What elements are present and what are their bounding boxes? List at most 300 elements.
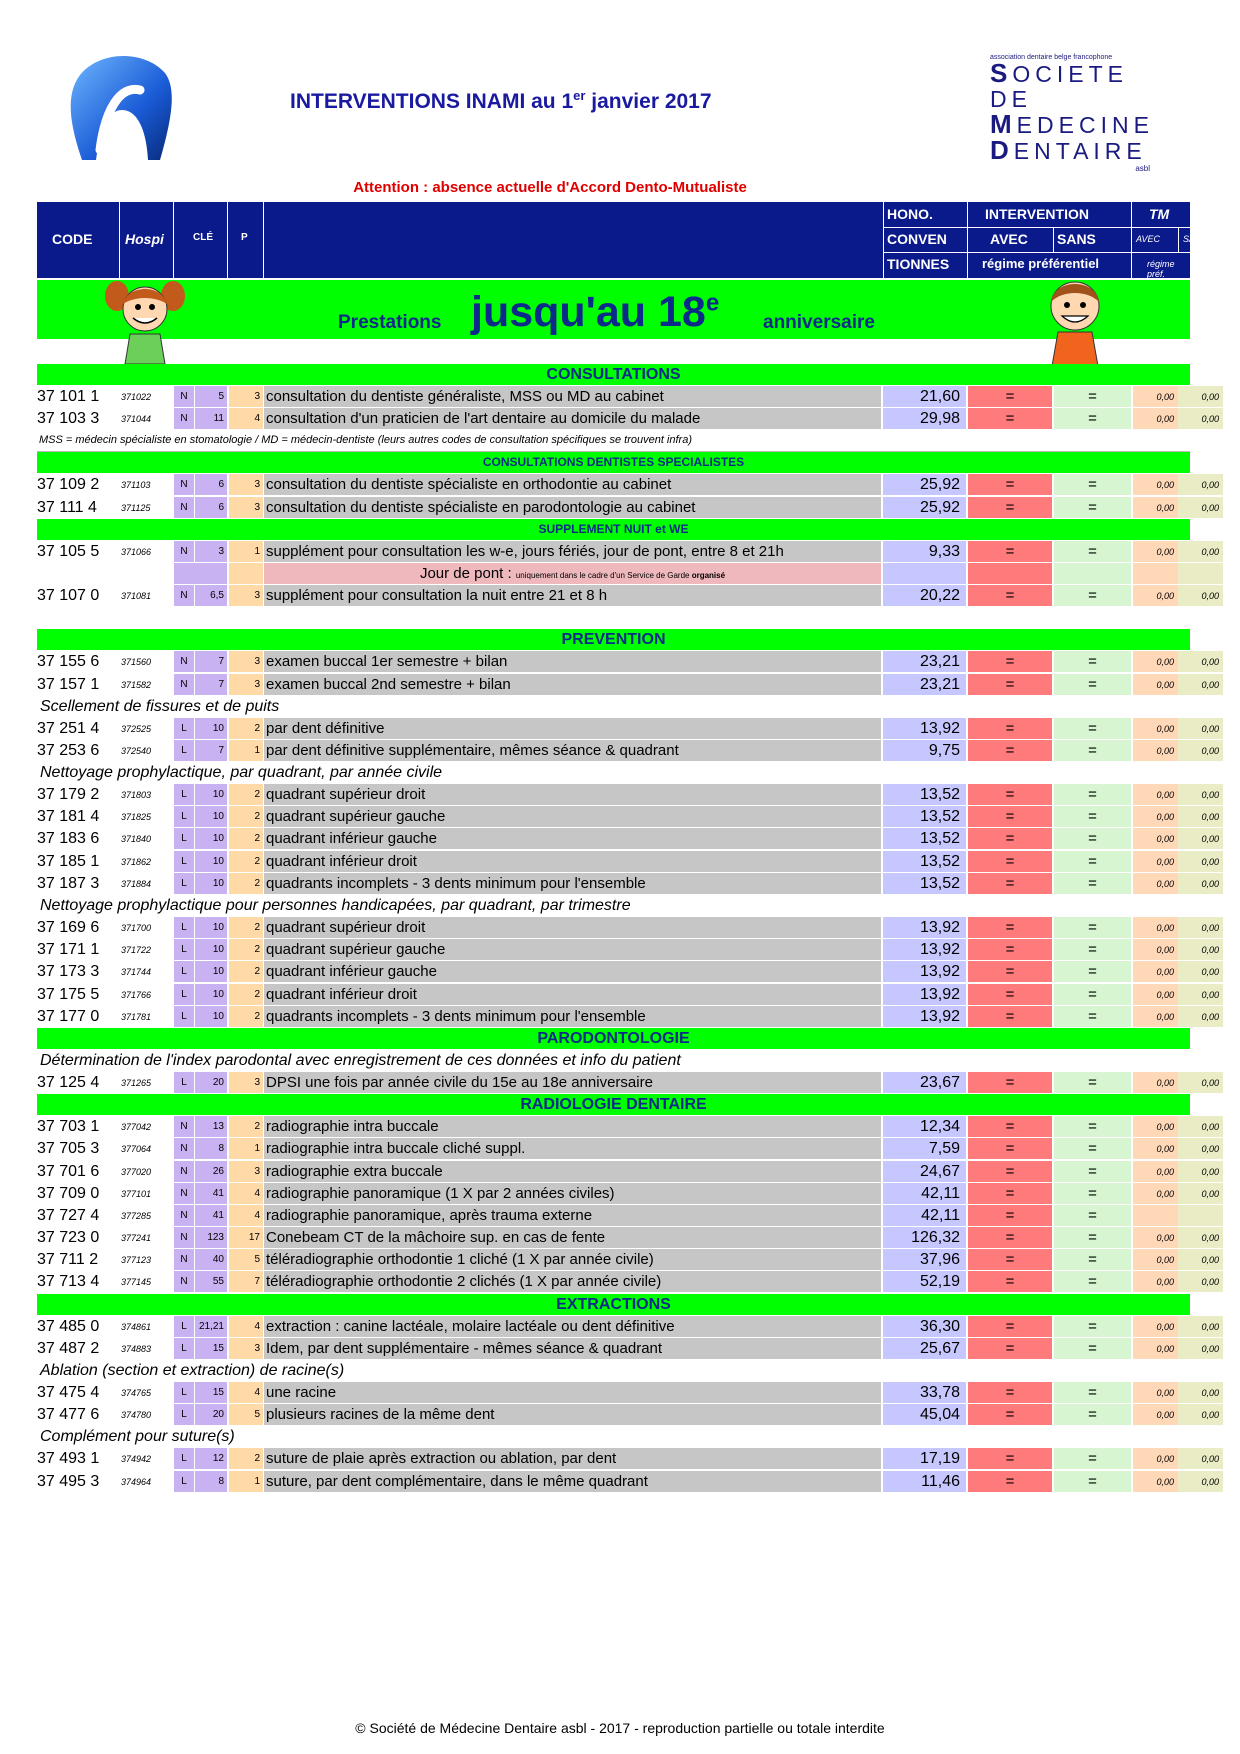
description-cell: téléradiographie orthodontie 2 clichés (1 X par année civile): [264, 1271, 881, 1292]
description-cell: Idem, par dent supplémentaire - mêmes séance & quadrant: [264, 1338, 881, 1359]
key-value-cell: 123: [195, 1227, 227, 1248]
avec-cell: =: [968, 939, 1052, 960]
code-cell: 37 713 4: [37, 1273, 100, 1291]
tm-sans-cell: 0,00: [1178, 1382, 1223, 1403]
description-cell: quadrants incomplets - 3 dents minimum pour l'ensemble: [264, 1006, 881, 1027]
tm-sans-cell: 0,00: [1178, 497, 1223, 518]
honoraire-cell: 13,52: [883, 784, 966, 805]
nomenclature-cell: 371744: [121, 967, 152, 978]
col-cle: CLÉ: [193, 232, 213, 243]
empty-cell: [883, 563, 966, 584]
empty-cell: [1133, 563, 1178, 584]
key-letter-cell: L: [174, 984, 194, 1005]
honoraire-cell: 23,67: [883, 1072, 966, 1093]
p-cell: 1: [229, 1471, 263, 1492]
section-header: RADIOLOGIE DENTAIRE: [37, 1094, 1190, 1115]
nomenclature-cell: 371066: [121, 546, 152, 557]
sans-cell: =: [1054, 1227, 1131, 1248]
honoraire-cell: 13,92: [883, 961, 966, 982]
honoraire-cell: 9,75: [883, 740, 966, 761]
tm-sans-cell: 0,00: [1178, 1161, 1223, 1182]
avec-cell: =: [968, 585, 1052, 606]
code-cell: 37 179 2: [37, 786, 100, 804]
p-cell: 4: [229, 1316, 263, 1337]
nomenclature-cell: 377020: [121, 1166, 152, 1177]
code-cell: 37 157 1: [37, 675, 100, 693]
table-row: [37, 873, 1219, 895]
code-cell: 37 493 1: [37, 1450, 100, 1468]
sans-cell: =: [1054, 917, 1131, 938]
code-cell: 37 173 3: [37, 963, 100, 981]
nomenclature-cell: 371265: [121, 1077, 152, 1088]
tm-sans-cell: 0,00: [1178, 1183, 1223, 1204]
code-cell: 37 175 5: [37, 985, 100, 1003]
tm-sans-cell: 0,00: [1178, 873, 1223, 894]
sans-cell: =: [1054, 784, 1131, 805]
sans-cell: =: [1054, 497, 1131, 518]
tm-sans-cell: 0,00: [1178, 718, 1223, 739]
code-cell: 37 171 1: [37, 941, 100, 959]
key-letter-cell: L: [174, 784, 194, 805]
tm-avec-cell: 0,00: [1133, 1404, 1178, 1425]
avec-cell: =: [968, 541, 1052, 562]
tm-avec-cell: 0,00: [1133, 585, 1178, 606]
honoraire-cell: 13,92: [883, 917, 966, 938]
sans-cell: =: [1054, 1161, 1131, 1182]
tm-avec-cell: 0,00: [1133, 408, 1178, 429]
col-avec: AVEC: [990, 231, 1028, 247]
code-cell: 37 103 3: [37, 410, 100, 428]
honoraire-cell: 42,11: [883, 1183, 966, 1204]
table-row: [37, 939, 1219, 961]
nomenclature-cell: 374964: [121, 1476, 152, 1487]
table-row: [37, 674, 1219, 696]
col-intervention: INTERVENTION: [985, 206, 1089, 222]
pont-label: Jour de pont :: [419, 564, 516, 582]
tm-avec-cell: 0,00: [1133, 1382, 1178, 1403]
tm-sans-cell: 0,00: [1178, 1072, 1223, 1093]
description-cell: quadrant inférieur gauche: [264, 961, 881, 982]
age-band: [37, 280, 1190, 339]
key-value-cell: 8: [195, 1471, 227, 1492]
footnote-row: MSS = médecin spécialiste en stomatologie / MD = médecin-dentiste (leurs autres codes de consultation spécifiques se trouvent infra): [37, 430, 1190, 452]
p-cell: 2: [229, 939, 263, 960]
code-cell: 37 703 1: [37, 1118, 100, 1136]
p-cell: 3: [229, 497, 263, 518]
tm-avec-cell: 0,00: [1133, 1249, 1178, 1270]
table-row: [37, 784, 1219, 806]
description-cell: quadrant inférieur droit: [264, 984, 881, 1005]
code-cell: 37 101 1: [37, 388, 100, 405]
sans-cell: =: [1054, 1006, 1131, 1027]
tm-sans-cell: 0,00: [1178, 984, 1223, 1005]
spacer-row: [37, 342, 1190, 364]
key-value-cell: 6: [195, 474, 227, 495]
p-cell: 1: [229, 541, 263, 562]
sans-cell: =: [1054, 1116, 1131, 1137]
key-letter-cell: L: [174, 718, 194, 739]
sans-cell: =: [1054, 806, 1131, 827]
section-header: CONSULTATIONS DENTISTES SPECIALISTES: [37, 452, 1190, 473]
p-cell: 2: [229, 984, 263, 1005]
table-row: [37, 718, 1219, 740]
table-row: [37, 961, 1219, 983]
tm-avec-cell: 0,00: [1133, 1271, 1178, 1292]
p-cell: 2: [229, 806, 263, 827]
honoraire-cell: 7,59: [883, 1138, 966, 1159]
key-value-cell: 10: [195, 984, 227, 1005]
table-row: [37, 851, 1219, 873]
key-value-cell: 20: [195, 1072, 227, 1093]
nomenclature-cell: 371840: [121, 834, 152, 845]
description-cell: radiographie intra buccale: [264, 1116, 881, 1137]
group-heading: Scellement de fissures et de puits: [40, 697, 280, 715]
key-letter-cell: N: [174, 541, 194, 562]
description-cell: Conebeam CT de la mâchoire sup. en cas de fente: [264, 1227, 881, 1248]
tm-avec-cell: 0,00: [1133, 1448, 1178, 1469]
sans-cell: =: [1054, 1382, 1131, 1403]
honoraire-cell: 11,46: [883, 1471, 966, 1492]
key-letter-cell: N: [174, 474, 194, 495]
key-value-cell: 3: [195, 541, 227, 562]
key-letter-cell: N: [174, 674, 194, 695]
avec-cell: =: [968, 1006, 1052, 1027]
nomenclature-cell: 377123: [121, 1255, 152, 1266]
sans-cell: =: [1054, 585, 1131, 606]
code-cell: 37 169 6: [37, 919, 100, 936]
col-tm-regime: régime préf.: [1147, 259, 1175, 279]
tm-avec-cell: [1133, 1205, 1178, 1226]
tm-avec-cell: 0,00: [1133, 386, 1178, 407]
sans-cell: =: [1054, 386, 1131, 407]
avec-cell: =: [968, 1316, 1052, 1337]
honoraire-cell: 37,96: [883, 1249, 966, 1270]
code-cell: 37 253 6: [37, 741, 100, 759]
honoraire-cell: 20,22: [883, 585, 966, 606]
tm-avec-cell: 0,00: [1133, 718, 1178, 739]
key-letter-cell: L: [174, 1404, 194, 1425]
honoraire-cell: 13,92: [883, 984, 966, 1005]
nomenclature-cell: 371825: [121, 812, 152, 823]
tm-avec-cell: 0,00: [1133, 1471, 1178, 1492]
sans-cell: =: [1054, 1338, 1131, 1359]
key-value-cell: 15: [195, 1338, 227, 1359]
tm-sans-cell: 0,00: [1178, 784, 1223, 805]
col-tionnes: TIONNES: [887, 256, 950, 272]
empty-cell: [229, 563, 263, 584]
honoraire-cell: 25,67: [883, 1338, 966, 1359]
sans-cell: =: [1054, 1471, 1131, 1492]
table-row: [37, 806, 1219, 828]
nomenclature-cell: 371125: [121, 502, 151, 513]
honoraire-cell: 29,98: [883, 408, 966, 429]
table-row: [37, 1227, 1219, 1249]
key-value-cell: 26: [195, 1161, 227, 1182]
avec-cell: =: [968, 386, 1052, 407]
key-letter-cell: N: [174, 1116, 194, 1137]
key-letter-cell: N: [174, 1138, 194, 1159]
tm-avec-cell: 0,00: [1133, 939, 1178, 960]
table-row: [37, 386, 1219, 408]
code-cell: 37 727 4: [37, 1206, 100, 1224]
tm-sans-cell: 0,00: [1178, 1249, 1223, 1270]
code-cell: 37 181 4: [37, 808, 100, 826]
sans-cell: =: [1054, 828, 1131, 849]
p-cell: 3: [229, 674, 263, 695]
description-cell: examen buccal 1er semestre + bilan: [264, 651, 881, 672]
avec-cell: =: [968, 740, 1052, 761]
p-cell: 3: [229, 386, 263, 407]
code-cell: 37 177 0: [37, 1007, 100, 1025]
avec-cell: =: [968, 1183, 1052, 1204]
table-row: [37, 1205, 1190, 1227]
tm-avec-cell: 0,00: [1133, 651, 1178, 672]
code-cell: 37 185 1: [37, 852, 100, 870]
p-cell: 3: [229, 651, 263, 672]
table-row: [37, 1404, 1219, 1426]
key-letter-cell: L: [174, 939, 194, 960]
avec-cell: =: [968, 1161, 1052, 1182]
key-letter-cell: L: [174, 873, 194, 894]
key-value-cell: 10: [195, 828, 227, 849]
dental-logo: [60, 55, 180, 167]
tm-avec-cell: 0,00: [1133, 1138, 1178, 1159]
table-row: [37, 585, 1219, 607]
description-cell: suture de plaie après extraction ou ablation, par dent: [264, 1448, 881, 1469]
nomenclature-cell: 371781: [121, 1011, 152, 1022]
sans-cell: =: [1054, 939, 1131, 960]
key-letter-cell: L: [174, 1382, 194, 1403]
code-cell: 37 477 6: [37, 1406, 100, 1424]
table-row: [37, 1072, 1219, 1094]
description-cell: quadrant inférieur gauche: [264, 828, 881, 849]
avec-cell: =: [968, 718, 1052, 739]
avec-cell: =: [968, 1116, 1052, 1137]
tm-sans-cell: 0,00: [1178, 1338, 1223, 1359]
key-value-cell: 10: [195, 784, 227, 805]
tm-sans-cell: 0,00: [1178, 1404, 1223, 1425]
p-cell: 4: [229, 1183, 263, 1204]
sans-cell: =: [1054, 651, 1131, 672]
nomenclature-cell: 371884: [121, 878, 152, 889]
description-cell: consultation du dentiste spécialiste en parodontologie au cabinet: [264, 497, 881, 518]
tm-sans-cell: 0,00: [1178, 474, 1223, 495]
nomenclature-cell: 377285: [121, 1210, 152, 1221]
honoraire-cell: 33,78: [883, 1382, 966, 1403]
tm-sans-cell: 0,00: [1178, 851, 1223, 872]
code-cell: 37 155 6: [37, 653, 100, 671]
nomenclature-cell: 371766: [121, 989, 152, 1000]
code-cell: 37 187 3: [37, 874, 100, 892]
p-cell: 2: [229, 718, 263, 739]
honoraire-cell: 13,52: [883, 873, 966, 894]
key-value-cell: 6,5: [195, 585, 227, 606]
code-cell: 37 183 6: [37, 830, 100, 848]
key-letter-cell: L: [174, 828, 194, 849]
avec-cell: =: [968, 474, 1052, 495]
p-cell: 2: [229, 917, 263, 938]
key-value-cell: 41: [195, 1183, 227, 1204]
honoraire-cell: 12,34: [883, 1116, 966, 1137]
table-row: [37, 1271, 1219, 1293]
sans-cell: =: [1054, 851, 1131, 872]
tm-avec-cell: 0,00: [1133, 961, 1178, 982]
p-cell: 2: [229, 873, 263, 894]
avec-cell: =: [968, 1205, 1052, 1226]
code-cell: 37 487 2: [37, 1339, 100, 1357]
tm-avec-cell: 0,00: [1133, 1227, 1178, 1248]
tm-avec-cell: 0,00: [1133, 1161, 1178, 1182]
key-value-cell: 10: [195, 873, 227, 894]
code-cell: 37 109 2: [37, 476, 100, 494]
key-value-cell: 10: [195, 1006, 227, 1027]
table-row: [37, 984, 1219, 1006]
table-row: [37, 1471, 1219, 1493]
description-cell: consultation du dentiste généraliste, MSS ou MD au cabinet: [264, 386, 881, 407]
tm-avec-cell: 0,00: [1133, 1338, 1178, 1359]
section-header: SUPPLEMENT NUIT et WE: [37, 519, 1190, 540]
description-cell: examen buccal 2nd semestre + bilan: [264, 674, 881, 695]
avec-cell: =: [968, 1227, 1052, 1248]
key-letter-cell: N: [174, 408, 194, 429]
nomenclature-cell: 371022: [121, 392, 152, 402]
honoraire-cell: 13,52: [883, 851, 966, 872]
tm-sans-cell: 0,00: [1178, 1316, 1223, 1337]
tm-sans-cell: 0,00: [1178, 1006, 1223, 1027]
honoraire-cell: 13,92: [883, 1006, 966, 1027]
sans-cell: =: [1054, 1316, 1131, 1337]
section-header: PREVENTION: [37, 629, 1190, 650]
honoraire-cell: 25,92: [883, 474, 966, 495]
tm-avec-cell: 0,00: [1133, 1116, 1178, 1137]
key-value-cell: 40: [195, 1249, 227, 1270]
key-letter-cell: L: [174, 1471, 194, 1492]
col-hospi: Hospi: [125, 231, 164, 247]
p-cell: 3: [229, 585, 263, 606]
description-cell: quadrant supérieur gauche: [264, 939, 881, 960]
avec-cell: =: [968, 1072, 1052, 1093]
p-cell: 1: [229, 740, 263, 761]
code-cell: 37 475 4: [37, 1384, 100, 1401]
jour-de-pont-row: [37, 563, 1190, 585]
code-cell: 37 495 3: [37, 1472, 100, 1490]
tm-sans-cell: 0,00: [1178, 541, 1223, 562]
tm-avec-cell: 0,00: [1133, 873, 1178, 894]
table-row: [37, 1382, 1219, 1404]
sans-cell: =: [1054, 1271, 1131, 1292]
col-p: P: [241, 232, 248, 243]
key-letter-cell: N: [174, 1271, 194, 1292]
key-letter-cell: L: [174, 961, 194, 982]
band-prestations: Prestations: [338, 312, 442, 333]
key-letter-cell: N: [174, 497, 194, 518]
tm-sans-cell: 0,00: [1178, 961, 1223, 982]
p-cell: 17: [229, 1227, 263, 1248]
avec-cell: =: [968, 984, 1052, 1005]
description-cell: quadrant supérieur gauche: [264, 806, 881, 827]
honoraire-cell: 13,92: [883, 718, 966, 739]
nomenclature-cell: 374883: [121, 1343, 152, 1354]
sans-cell: =: [1054, 1205, 1131, 1226]
tm-sans-cell: 0,00: [1178, 939, 1223, 960]
honoraire-cell: 45,04: [883, 1404, 966, 1425]
tm-avec-cell: 0,00: [1133, 784, 1178, 805]
description-cell: une racine: [264, 1382, 881, 1403]
col-hono: HONO.: [887, 206, 933, 222]
description-cell: téléradiographie orthodontie 1 cliché (1 X par année civile): [264, 1249, 881, 1270]
key-value-cell: 7: [195, 674, 227, 695]
group-heading: Détermination de l'index parodontal avec enregistrement de ces données et info du patient: [40, 1051, 681, 1069]
p-cell: 2: [229, 851, 263, 872]
key-value-cell: 15: [195, 1382, 227, 1403]
tm-sans-cell: 0,00: [1178, 806, 1223, 827]
description-cell: par dent définitive supplémentaire, mêmes séance & quadrant: [264, 740, 881, 761]
table-row: [37, 1138, 1219, 1160]
col-conven: CONVEN: [887, 231, 947, 247]
sans-cell: =: [1054, 408, 1131, 429]
group-heading: Ablation (section et extraction) de racine(s): [40, 1362, 345, 1379]
description-cell: quadrants incomplets - 3 dents minimum pour l'ensemble: [264, 873, 881, 894]
avec-cell: =: [968, 1338, 1052, 1359]
code-cell: 37 711 2: [37, 1251, 99, 1269]
avec-cell: =: [968, 1249, 1052, 1270]
sans-cell: =: [1054, 1072, 1131, 1093]
p-cell: 4: [229, 1205, 263, 1226]
key-value-cell: 5: [195, 386, 227, 407]
tm-sans-cell: 0,00: [1178, 1448, 1223, 1469]
table-row: [37, 1006, 1219, 1028]
tm-avec-cell: 0,00: [1133, 1072, 1178, 1093]
key-value-cell: 21,21: [195, 1316, 227, 1337]
nomenclature-cell: 371700: [121, 923, 152, 933]
key-value-cell: 10: [195, 961, 227, 982]
col-tm-sans: SANS: [1183, 234, 1208, 244]
tm-avec-cell: 0,00: [1133, 497, 1178, 518]
sans-cell: =: [1054, 474, 1131, 495]
key-letter-cell: L: [174, 806, 194, 827]
code-cell: 37 485 0: [37, 1317, 100, 1335]
description-cell: supplément pour consultation les w-e, jours fériés, jour de pont, entre 8 et 21h: [264, 541, 881, 562]
tm-sans-cell: 0,00: [1178, 828, 1223, 849]
sans-cell: =: [1054, 718, 1131, 739]
description-cell: radiographie extra buccale: [264, 1161, 881, 1182]
tm-sans-cell: 0,00: [1178, 585, 1223, 606]
key-letter-cell: N: [174, 386, 194, 407]
avec-cell: =: [968, 497, 1052, 518]
avec-cell: =: [968, 1471, 1052, 1492]
avec-cell: =: [968, 917, 1052, 938]
avec-cell: =: [968, 851, 1052, 872]
description-cell: quadrant supérieur droit: [264, 917, 881, 938]
p-cell: 2: [229, 961, 263, 982]
p-cell: 2: [229, 828, 263, 849]
tm-sans-cell: 0,00: [1178, 386, 1223, 407]
key-letter-cell: N: [174, 1249, 194, 1270]
nomenclature-cell: 371862: [121, 856, 152, 867]
honoraire-cell: 126,32: [883, 1227, 966, 1248]
tm-avec-cell: 0,00: [1133, 740, 1178, 761]
avec-cell: =: [968, 674, 1052, 695]
table-header: [37, 202, 1208, 279]
honoraire-cell: 23,21: [883, 674, 966, 695]
tm-sans-cell: 0,00: [1178, 1116, 1223, 1137]
sans-cell: =: [1054, 961, 1131, 982]
tm-sans-cell: [1178, 1205, 1223, 1226]
empty-cell: [1054, 563, 1131, 584]
key-letter-cell: N: [174, 1227, 194, 1248]
pont-organise: organisé: [691, 570, 726, 580]
sans-cell: =: [1054, 674, 1131, 695]
